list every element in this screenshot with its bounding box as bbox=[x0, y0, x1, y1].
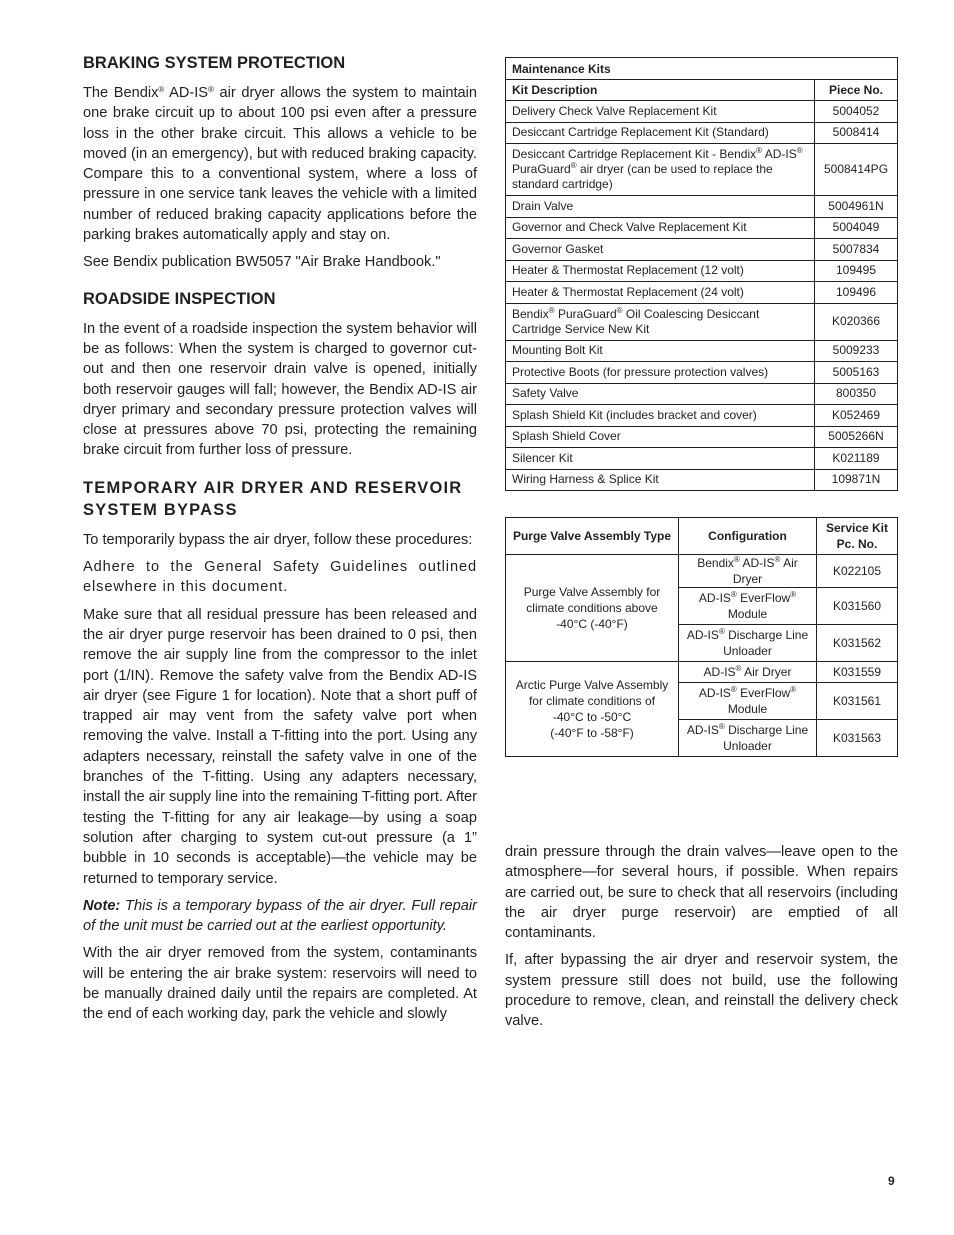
table-row: Desiccant Cartridge Replacement Kit (Standard) 5008414 bbox=[506, 122, 898, 144]
table-row: Desiccant Cartridge Replacement Kit - Bendix® AD-IS® PuraGuard® air dryer (can be used to replace the standard cartridge) 5008414PG bbox=[506, 144, 898, 196]
maintenance-kits-table bbox=[505, 57, 898, 491]
table-row: Heater & Thermostat Replacement (24 volt) 109496 bbox=[506, 282, 898, 304]
left-column bbox=[83, 52, 477, 1032]
kits-table-title: Maintenance Kits bbox=[506, 58, 898, 80]
bypass-note: Note: This is a temporary bypass of the air dryer. Full repair of the unit must be carried out at the earliest opportunity. bbox=[83, 897, 477, 935]
table-row: Splash Shield Cover 5005266N bbox=[506, 426, 898, 448]
table-row: AD-IS® EverFlow® Module K031560 bbox=[506, 588, 898, 625]
right-column-text bbox=[505, 842, 898, 1039]
table-row: Mounting Bolt Kit 5009233 bbox=[506, 340, 898, 362]
kits-col-piece: Piece No. bbox=[815, 80, 898, 101]
heading-roadside-inspection: ROADSIDE INSPECTION bbox=[83, 289, 276, 308]
purge-col-kit: Service Kit Pc. No. bbox=[817, 518, 898, 555]
heading-braking-system-protection: BRAKING SYSTEM PROTECTION bbox=[83, 54, 346, 72]
table-row: Protective Boots (for pressure protection valves) 5005163 bbox=[506, 362, 898, 384]
table-row: Drain Valve 5004961N bbox=[506, 196, 898, 218]
table-row: AD-IS® Discharge Line Unloader K031562 bbox=[506, 625, 898, 662]
braking-reference: See Bendix publication BW5057 "Air Brake Handbook." bbox=[83, 254, 441, 271]
table-row: AD-IS® Discharge Line Unloader K031563 bbox=[506, 720, 898, 757]
drain-paragraph: drain pressure through the drain valves—leave open to the atmosphere—for several hours, if possible. When repairs are carried out, be sure to check that all reservoirs (including the air dryer purge reservoir) are emptied of all contaminants. bbox=[505, 844, 898, 942]
heading-temporary-bypass: TEMPORARY AIR DRYER AND RESERVOIR SYSTEM BYPASS bbox=[83, 478, 463, 519]
table-row: Purge Valve Assembly for climate conditions above -40°C (-40°F) Bendix® AD-IS® Air Dryer K022105 bbox=[506, 555, 898, 588]
page-number: 9 bbox=[888, 1174, 895, 1188]
braking-paragraph: The Bendix® AD-IS® air dryer allows the system to maintain one brake circuit up to about 100 psi even after a pressure loss in the other brake circuit. This allows a vehicle to be moved (in an emergency), but with reduced braking capacity. Compare this to a conventional system, where a loss of pressure in one service tank leaves the vehicle with a limited number of reduced braking capacity applications before the parking brakes automatically apply and stay on. bbox=[83, 85, 478, 244]
table-row: Splash Shield Kit (includes bracket and cover) K052469 bbox=[506, 405, 898, 427]
table-row: Arctic Purge Valve Assembly for climate conditions of -40°C to -50°C (-40°F to -58°F) AD-IS® Air Dryer K031559 bbox=[506, 662, 898, 683]
table-row: AD-IS® EverFlow® Module K031561 bbox=[506, 683, 898, 720]
kits-col-description: Kit Description bbox=[506, 80, 815, 101]
bypass-safety: Adhere to the General Safety Guidelines outlined elsewhere in this document. bbox=[83, 559, 477, 596]
purge-type-standard: Purge Valve Assembly for climate conditions above -40°C (-40°F) bbox=[506, 555, 679, 662]
table-row: Wiring Harness & Splice Kit 109871N bbox=[506, 469, 898, 491]
table-row: Safety Valve 800350 bbox=[506, 383, 898, 405]
table-row: Governor and Check Valve Replacement Kit 5004049 bbox=[506, 217, 898, 239]
purge-valve-table bbox=[505, 517, 898, 757]
table-row: Bendix® PuraGuard® Oil Coalescing Desiccant Cartridge Service New Kit K020366 bbox=[506, 303, 898, 340]
table-row: Governor Gasket 5007834 bbox=[506, 239, 898, 261]
table-row: Silencer Kit K021189 bbox=[506, 448, 898, 470]
purge-col-config: Configuration bbox=[679, 518, 817, 555]
delivery-check-paragraph: If, after bypassing the air dryer and reservoir system, the system pressure still does not build, use the following procedure to remove, clean, and reinstall the delivery check valve. bbox=[505, 952, 898, 1030]
table-row: Heater & Thermostat Replacement (12 volt) 109495 bbox=[506, 260, 898, 282]
purge-col-type: Purge Valve Assembly Type bbox=[506, 518, 679, 555]
bypass-contaminants: With the air dryer removed from the system, contaminants will be entering the air brake system: reservoirs will need to be manually drained daily until the repairs are completed. At the end of each working day, park the vehicle and slowly bbox=[83, 945, 477, 1023]
bypass-procedure: Make sure that all residual pressure has been released and the air dryer purge reservoir has been drained to 0 psi, then remove the air supply line from the compressor to the inlet port (1/IN). Remove the safety valve from the Bendix AD-IS air dryer (see Figure 1 for location). Note that a short puff of trapped air may vent from the safety valve port when removing the valve. Install a T-fitting into the port. Using any adapters necessary, reinstall the safety valve in one of the branches of the T-fitting. Using any adapters necessary, install the air supply line into the remaining T-fitting port. After testing the T-fitting for any air leakage—by using a soap solution after charging to system cut-out pressure (a 1” bubble in 10 seconds is acceptable)—the vehicle may be returned to temporary service. bbox=[83, 606, 477, 887]
bypass-intro: To temporarily bypass the air dryer, follow these procedures: bbox=[83, 531, 473, 548]
roadside-paragraph: In the event of a roadside inspection the system behavior will be as follows: When the system is charged to governor cut-out and then one reservoir drain valve is opened, initially both reservoir gauges will fall; however, the Bendix AD-IS air dryer primary and secondary pressure protection valves will close at pressures above 70 psi, protecting the remaining brake circuit from further loss of pressure. bbox=[83, 320, 477, 459]
table-row: Delivery Check Valve Replacement Kit 5004052 bbox=[506, 101, 898, 123]
note-label: Note: bbox=[83, 897, 121, 914]
purge-type-arctic: Arctic Purge Valve Assembly for climate conditions of -40°C to -50°C (-40°F to -58°F) bbox=[506, 662, 679, 757]
